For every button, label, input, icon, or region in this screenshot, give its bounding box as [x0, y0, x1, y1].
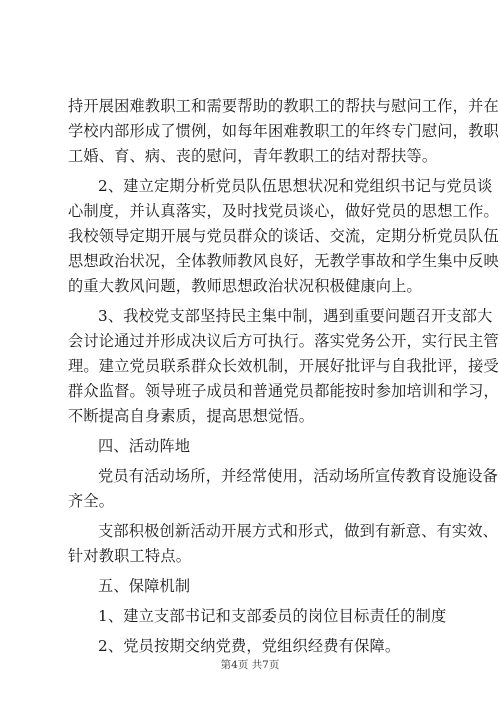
- text-line: 的重大教风问题，教师思想政治状况积极健康向上。: [68, 277, 422, 295]
- text-line: 齐全。: [68, 492, 115, 510]
- text-line: 会讨论通过并形成决议后方可执行。落实党务公开，实行民主管: [68, 332, 499, 350]
- text-line: 工婚、育、病、丧的慰问，青年教职工的结对帮扶等。: [68, 147, 438, 165]
- text-line: 群众监督。领导班子成员和普通党员都能按时参加培训和学习，: [68, 382, 499, 400]
- text-line: 3、我校党支部坚持民主集中制，遇到重要问题召开支部大: [98, 307, 493, 325]
- text-line: 支部积极创新活动开展方式和形式，做到有新意、有实效、: [98, 522, 499, 540]
- text-line: 思想政治状况，全体教师教风良好，无教学事故和学生集中反映: [68, 252, 499, 270]
- section-heading: 四、活动阵地: [98, 437, 191, 455]
- text-line: 2、建立定期分析党员队伍思想状况和党组织书记与党员谈: [98, 177, 493, 195]
- text-line: 针对教职工特点。: [68, 547, 192, 565]
- text-line: 不断提高自身素质，提高思想觉悟。: [68, 407, 315, 425]
- page-footer: 第4页 共7页: [220, 659, 280, 671]
- text-line: 心制度，并认真落实，及时找党员谈心，做好党员的思想工作。: [68, 202, 499, 220]
- text-line: 2、党员按期交纳党费，党组织经费有保障。: [98, 637, 401, 655]
- text-line: 理。建立党员联系群众长效机制，开展好批评与自我批评，接受: [68, 357, 499, 375]
- section-heading: 五、保障机制: [98, 577, 191, 595]
- text-line: 持开展困难教职工和需要帮助的教职工的帮扶与慰问工作，并在: [68, 97, 499, 115]
- text-line: 1、建立支部书记和支部委员的岗位目标责任的制度: [98, 607, 447, 625]
- text-line: 学校内部形成了惯例，如每年困难教职工的年终专门慰问，教职: [68, 122, 499, 140]
- text-line: 我校领导定期开展与党员群众的谈话、交流，定期分析党员队伍: [68, 227, 499, 245]
- text-line: 党员有活动场所，并经常使用，活动场所宣传教育设施设备: [98, 467, 499, 485]
